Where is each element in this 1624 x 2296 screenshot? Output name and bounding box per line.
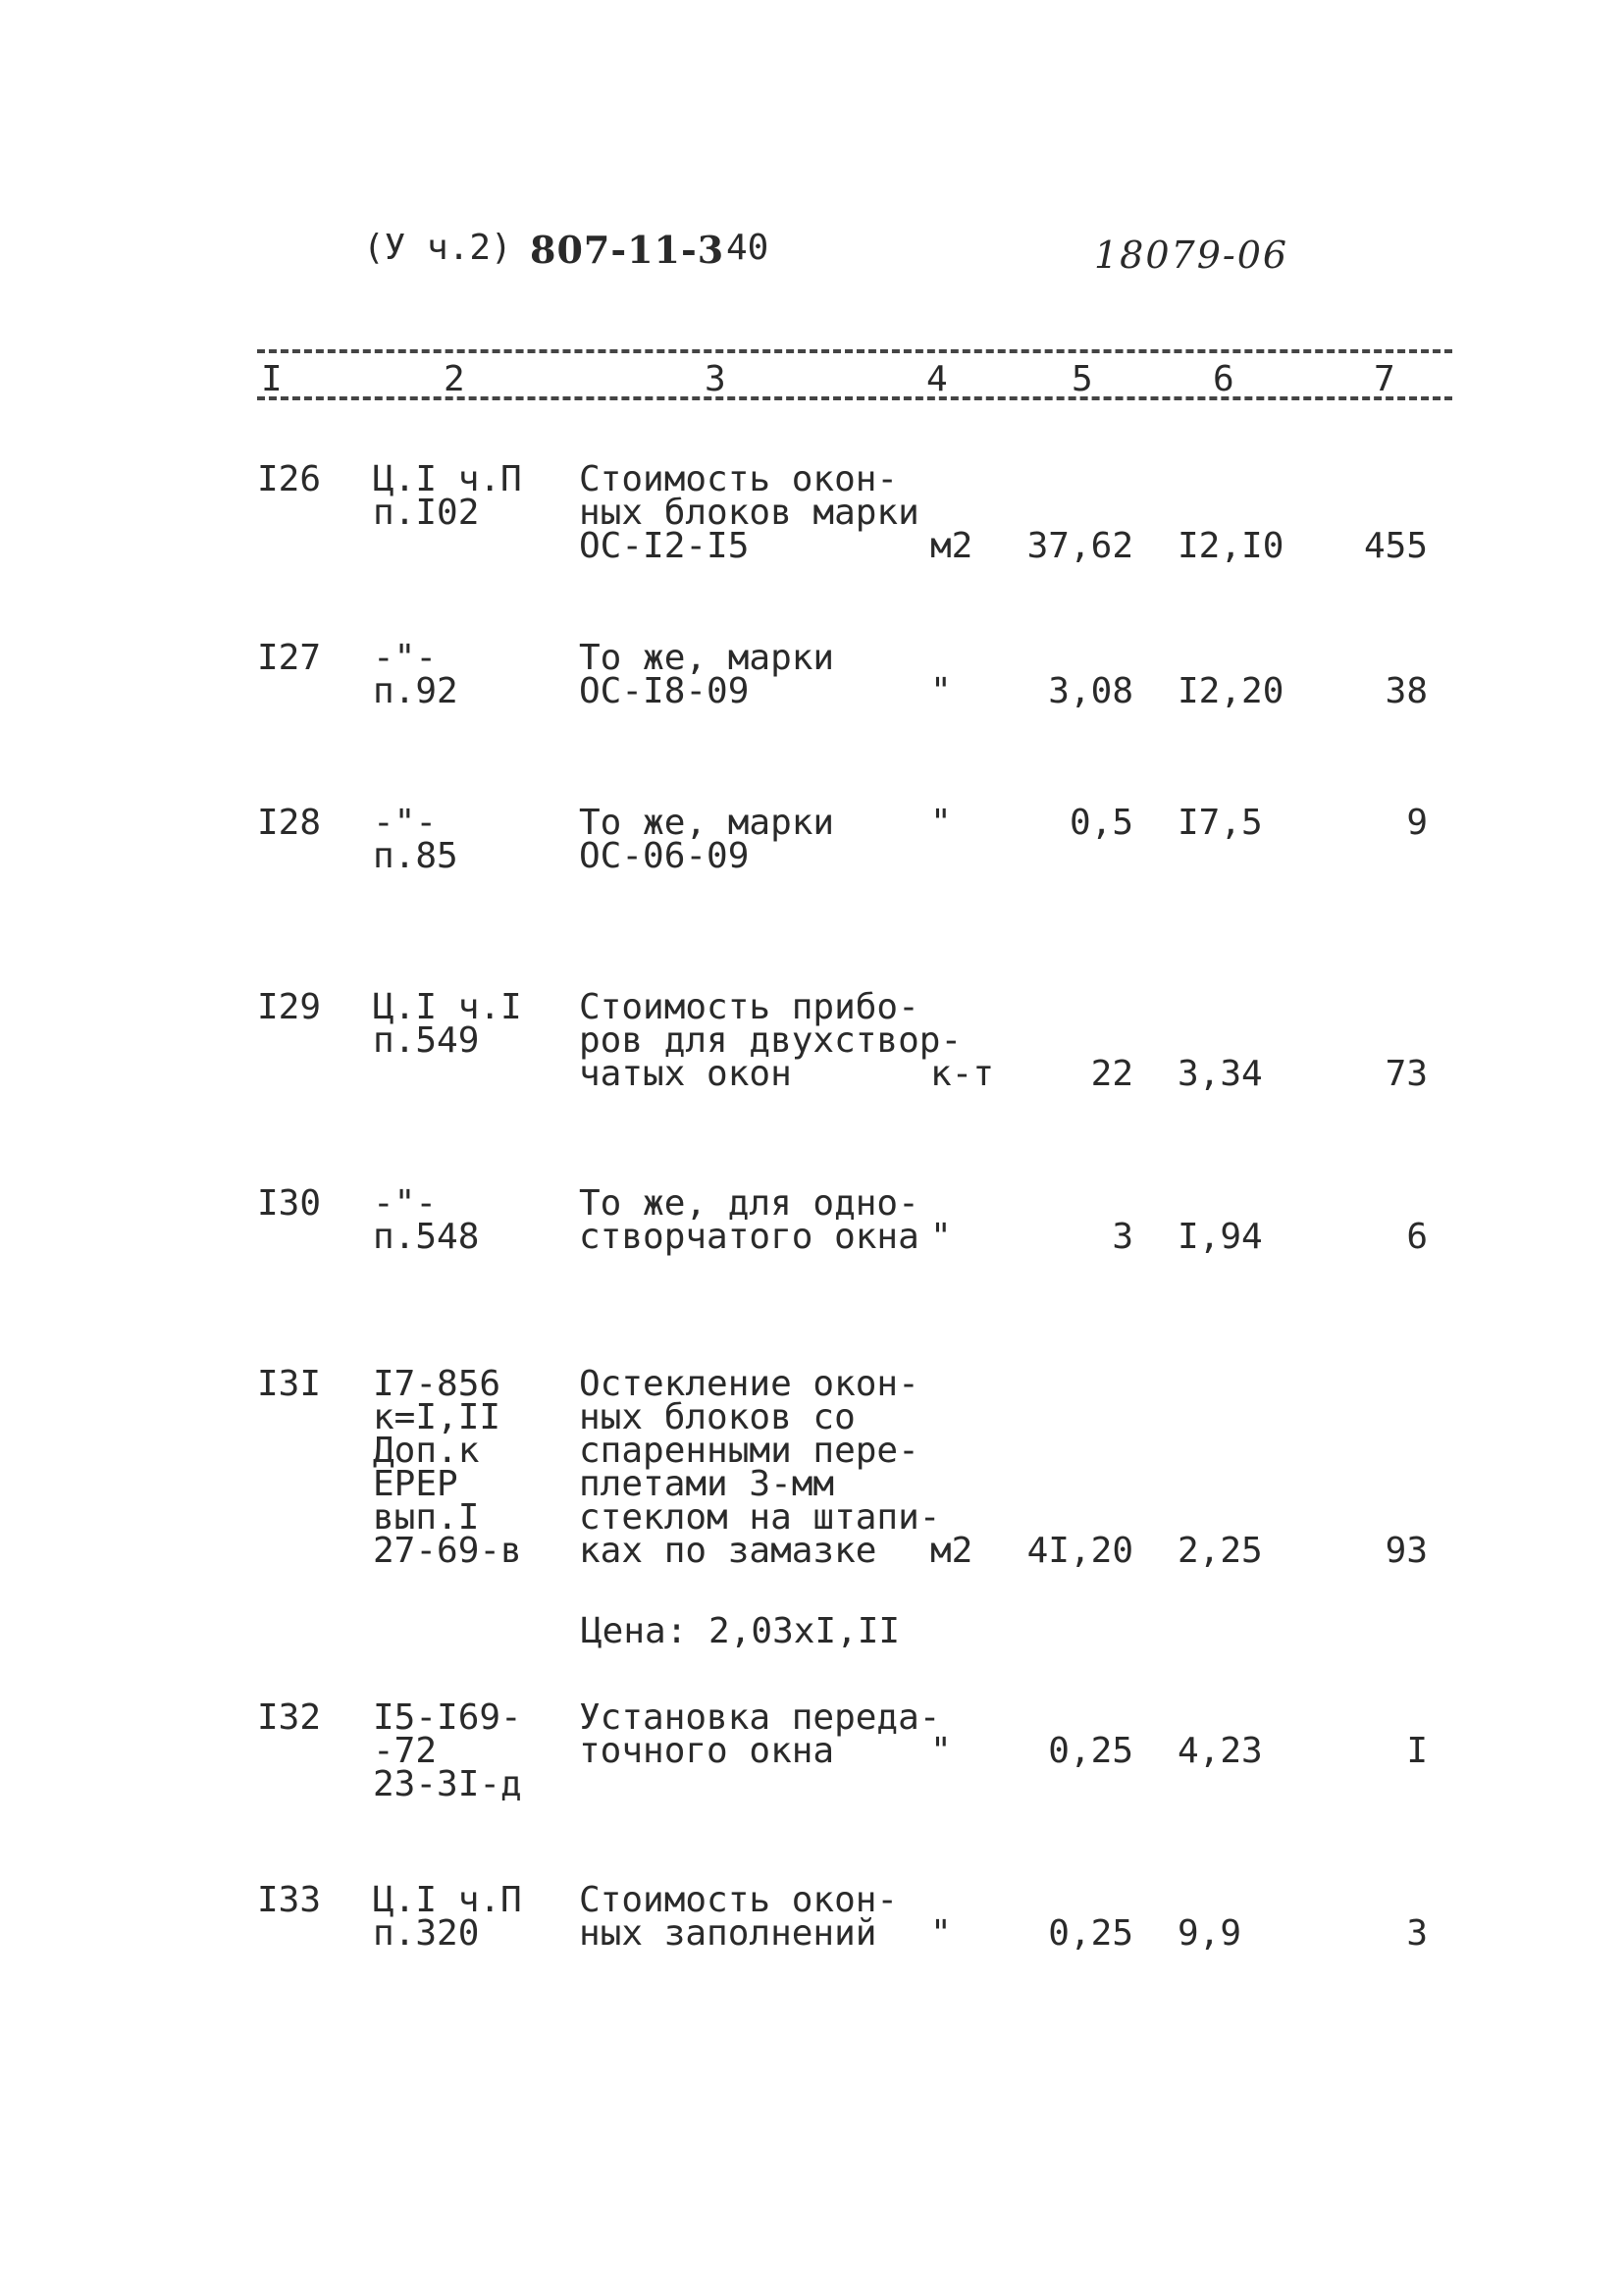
- row-I26-no: I26: [257, 459, 322, 499]
- row-I3I-no: I3I: [257, 1364, 322, 1404]
- row-I3I-unit: м2: [930, 1531, 973, 1571]
- row-I27-unit: ": [930, 671, 952, 711]
- row-I33-desc: Стоимость окон- ных заполнений: [579, 1880, 899, 1954]
- row-I32-price: 4,23: [1178, 1731, 1263, 1771]
- column-number-4: 4: [926, 359, 948, 399]
- row-I32-desc: Установка переда- точного окна: [579, 1697, 941, 1771]
- row-I27-qty: 3,08: [1048, 671, 1133, 711]
- row-I27-desc: То же, марки ОС-I8-09: [579, 638, 835, 711]
- row-I27-no: I27: [257, 638, 322, 678]
- row-I29-desc: Стоимость прибо- ров для двухствор- чатых окон: [579, 987, 963, 1094]
- row-I28-price: I7,5: [1178, 803, 1263, 843]
- row-I33-unit: ": [930, 1913, 952, 1954]
- row-I29-no: I29: [257, 987, 322, 1027]
- row-I3I-total: 93: [1385, 1531, 1428, 1571]
- row-I33-no: I33: [257, 1880, 322, 1920]
- row-I26-qty: 37,62: [1026, 526, 1133, 566]
- header-project-code: 807-11-3: [530, 228, 725, 272]
- column-number-1: I: [261, 359, 283, 399]
- header-page-number: 40: [726, 228, 769, 268]
- row-I33-ref: Ц.I ч.П п.320: [373, 1880, 522, 1954]
- row-I30-desc: То же, для одно- створчатого окна: [579, 1183, 919, 1257]
- row-I33-total: 3: [1406, 1913, 1428, 1954]
- column-number-2: 2: [444, 359, 465, 399]
- row-I29-unit: к-т: [930, 1054, 995, 1094]
- header-section: (У ч.2): [363, 228, 512, 268]
- row-I26-unit: м2: [930, 526, 973, 566]
- row-I30-qty: 3: [1112, 1217, 1133, 1257]
- column-number-7: 7: [1374, 359, 1395, 399]
- row-I28-qty: 0,5: [1069, 803, 1133, 843]
- row-I32-qty: 0,25: [1048, 1731, 1133, 1771]
- row-I26-price: I2,I0: [1178, 526, 1284, 566]
- row-I3I-ref: I7-856 к=I,II Доп.к ЕРЕР вып.I 27-69-в: [373, 1364, 522, 1571]
- table-top-rule: [257, 349, 1452, 353]
- row-I27-price: I2,20: [1178, 671, 1284, 711]
- row-I27-total: 38: [1385, 671, 1428, 711]
- row-I29-total: 73: [1385, 1054, 1428, 1094]
- column-number-3: 3: [705, 359, 726, 399]
- row-I28-no: I28: [257, 803, 322, 843]
- row-I3I-price: 2,25: [1178, 1531, 1263, 1571]
- row-I32-total: I: [1406, 1731, 1428, 1771]
- row-I26-total: 455: [1363, 526, 1428, 566]
- row-I30-unit: ": [930, 1217, 952, 1257]
- row-I26-ref: Ц.I ч.П п.I02: [373, 459, 522, 533]
- row-I3I-qty: 4I,20: [1026, 1531, 1133, 1571]
- row-I30-price: I,94: [1178, 1217, 1263, 1257]
- row-I29-qty: 22: [1090, 1054, 1133, 1094]
- row-I29-price: 3,34: [1178, 1054, 1263, 1094]
- row-I28-desc: То же, марки ОС-06-09: [579, 803, 835, 876]
- row-I33-price: 9,9: [1178, 1913, 1242, 1954]
- row-I30-total: 6: [1406, 1217, 1428, 1257]
- row-I30-ref: -"- п.548: [373, 1183, 480, 1257]
- row-I28-ref: -"- п.85: [373, 803, 458, 876]
- row-I28-unit: ": [930, 803, 952, 843]
- row-I3I-desc: Остекление окон- ных блоков со спаренными пере- плетами 3-мм стеклом на штапи- ках по замазке: [579, 1364, 941, 1571]
- row-I33-qty: 0,25: [1048, 1913, 1133, 1954]
- row-I29-ref: Ц.I ч.I п.549: [373, 987, 522, 1061]
- row-I26-desc: Стоимость окон- ных блоков марки ОС-I2-I5: [579, 459, 919, 566]
- row-I32-unit: ": [930, 1731, 952, 1771]
- column-number-6: 6: [1213, 359, 1234, 399]
- row-I30-no: I30: [257, 1183, 322, 1224]
- header-document-number: 18079-06: [1094, 234, 1289, 277]
- column-number-5: 5: [1072, 359, 1093, 399]
- row-I28-total: 9: [1406, 803, 1428, 843]
- row-I32-ref: I5-I69- -72 23-3I-д: [373, 1697, 522, 1804]
- row-I27-ref: -"- п.92: [373, 638, 458, 711]
- table-header-rule: [257, 396, 1452, 400]
- price-note: Цена: 2,03xI,II: [581, 1611, 901, 1651]
- row-I32-no: I32: [257, 1697, 322, 1738]
